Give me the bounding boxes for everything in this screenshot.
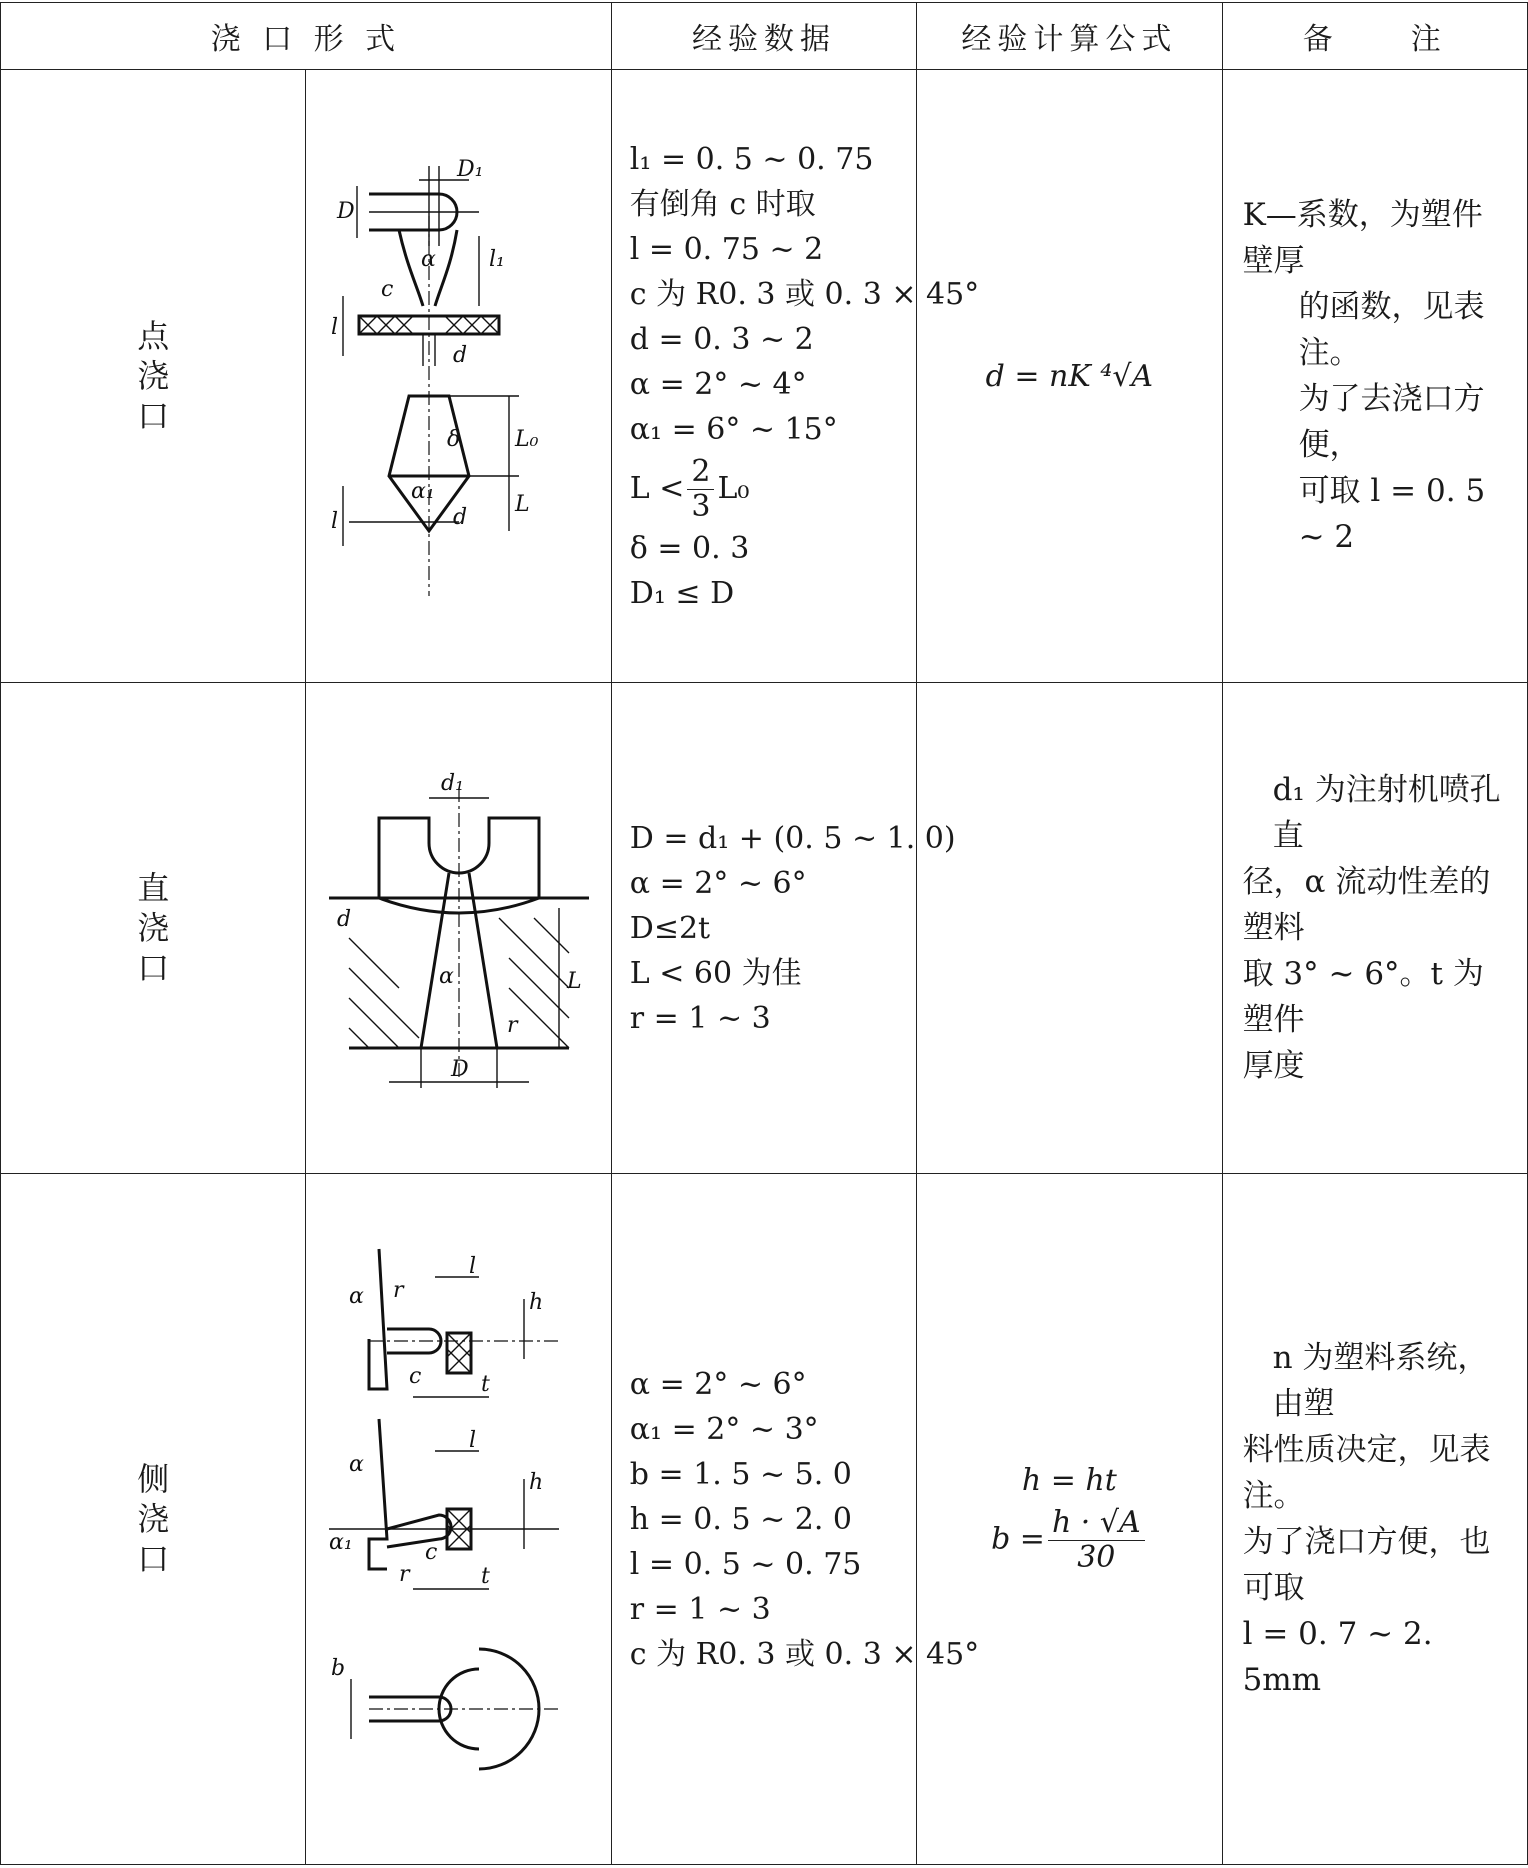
- label-c-2: c: [424, 1540, 437, 1565]
- label-alpha-2: α: [348, 1452, 364, 1477]
- side-gate-drawing: [329, 1239, 589, 1799]
- label-alpha1-2: α₁: [328, 1530, 353, 1555]
- gate-type-pin: 点 浇 口: [1, 70, 306, 683]
- side-gate-diagram: [306, 1174, 611, 1865]
- label-c: c: [380, 277, 393, 302]
- label-delta: δ: [446, 427, 460, 452]
- pin-remarks: K—系数，为塑件壁厚 的函数，见表注。 为了去浇口方便， 可取 l = 0. 5 ~ 2: [1222, 70, 1527, 683]
- label-r: r: [506, 1013, 518, 1038]
- label-L0: L₀: [514, 427, 539, 452]
- sprue-empirical-data: D = d₁ + (0. 5 ~ 1. 0) α = 2° ~ 6° D≤2t L < 60 为佳 r = 1 ~ 3: [611, 683, 916, 1174]
- label-d: d: [336, 907, 351, 932]
- table-row: [1, 683, 1528, 1174]
- label-c-1: c: [408, 1364, 421, 1389]
- sprue-formula: [917, 683, 1222, 1174]
- b-formula: b = $\frac{h \cdot √A}{30}$: [917, 1506, 1221, 1575]
- header-gate-form: 浇 口 形 式: [1, 3, 612, 70]
- header-empirical-data: 经验数据: [611, 3, 916, 70]
- header-row: [1, 3, 1528, 70]
- label-r-1: r: [392, 1278, 404, 1303]
- label-D1: D₁: [456, 157, 484, 182]
- table-row: [1, 1174, 1528, 1865]
- pin-empirical-data: l₁ = 0. 5 ~ 0. 75 有倒角 c 时取 l = 0. 75 ~ 2 c 为 R0. 3 或 0. 3 × 45° d = 0. 3 ~ 2 α = 2° ~ 4° α₁ = 6° ~ 15° L < $\frac{2}{3}$ L₀ δ = 0. 3 D₁ ≤ D: [611, 70, 916, 683]
- label-D: D: [336, 199, 355, 224]
- label-l: l: [330, 315, 338, 340]
- sprue-remarks: d₁ 为注射机喷孔直 径，α 流动性差的塑料 取 3° ~ 6°。t 为塑件 厚度: [1222, 683, 1527, 1174]
- label-alpha: α: [420, 247, 436, 272]
- label-h-1: h: [528, 1290, 543, 1315]
- label-l-2: l: [468, 1428, 476, 1453]
- label-d: d: [452, 343, 467, 368]
- header-remarks: 备 注: [1222, 3, 1527, 70]
- pin-formula: d = nK ⁴√A: [917, 70, 1222, 683]
- side-empirical-data: α = 2° ~ 6° α₁ = 2° ~ 3° b = 1. 5 ~ 5. 0 h = 0. 5 ~ 2. 0 l = 0. 5 ~ 0. 75 r = 1 ~ 3 c 为 R0. 3 或 0. 3 × 45°: [611, 1174, 916, 1865]
- label-D: D: [450, 1057, 469, 1082]
- label-t-2: t: [480, 1564, 490, 1589]
- fraction: $\frac{h \cdot √A}{30}$: [1048, 1506, 1145, 1575]
- label-d-bottom: d: [452, 505, 467, 530]
- label-l-1: l: [468, 1254, 476, 1279]
- label-alpha1: α₁: [410, 479, 435, 504]
- label-L: L: [566, 969, 582, 994]
- pin-gate-drawing: [329, 156, 589, 596]
- label-alpha-1: α: [348, 1284, 364, 1309]
- gate-type-sprue: 直 浇 口: [1, 683, 306, 1174]
- label-d1: d₁: [440, 771, 464, 796]
- label-t-1: t: [480, 1372, 490, 1397]
- gate-type-side: 侧 浇 口: [1, 1174, 306, 1865]
- sprue-gate-drawing: [309, 748, 609, 1108]
- pin-gate-diagram: [306, 70, 611, 683]
- sprue-gate-diagram: [306, 683, 611, 1174]
- label-L: L: [514, 492, 530, 517]
- label-l-bottom: l: [330, 509, 338, 534]
- label-h-2: h: [528, 1470, 543, 1495]
- label-l1: l₁: [488, 247, 505, 272]
- side-formula: h = ht b = $\frac{h \cdot √A}{30}$: [917, 1174, 1222, 1865]
- label-b: b: [330, 1656, 345, 1681]
- fraction: $\frac{2}{3}$: [687, 455, 714, 524]
- label-alpha: α: [438, 964, 454, 989]
- side-remarks: n 为塑料系统，由塑 料性质决定，见表注。 为了浇口方便，也可取 l = 0. 7 ~ 2. 5mm: [1222, 1174, 1527, 1865]
- label-r-2: r: [398, 1562, 410, 1587]
- gate-table: [0, 2, 1528, 1865]
- L-inequality: L < $\frac{2}{3}$ L₀: [629, 454, 750, 524]
- header-formula: 经验计算公式: [917, 3, 1222, 70]
- table-row: [1, 70, 1528, 683]
